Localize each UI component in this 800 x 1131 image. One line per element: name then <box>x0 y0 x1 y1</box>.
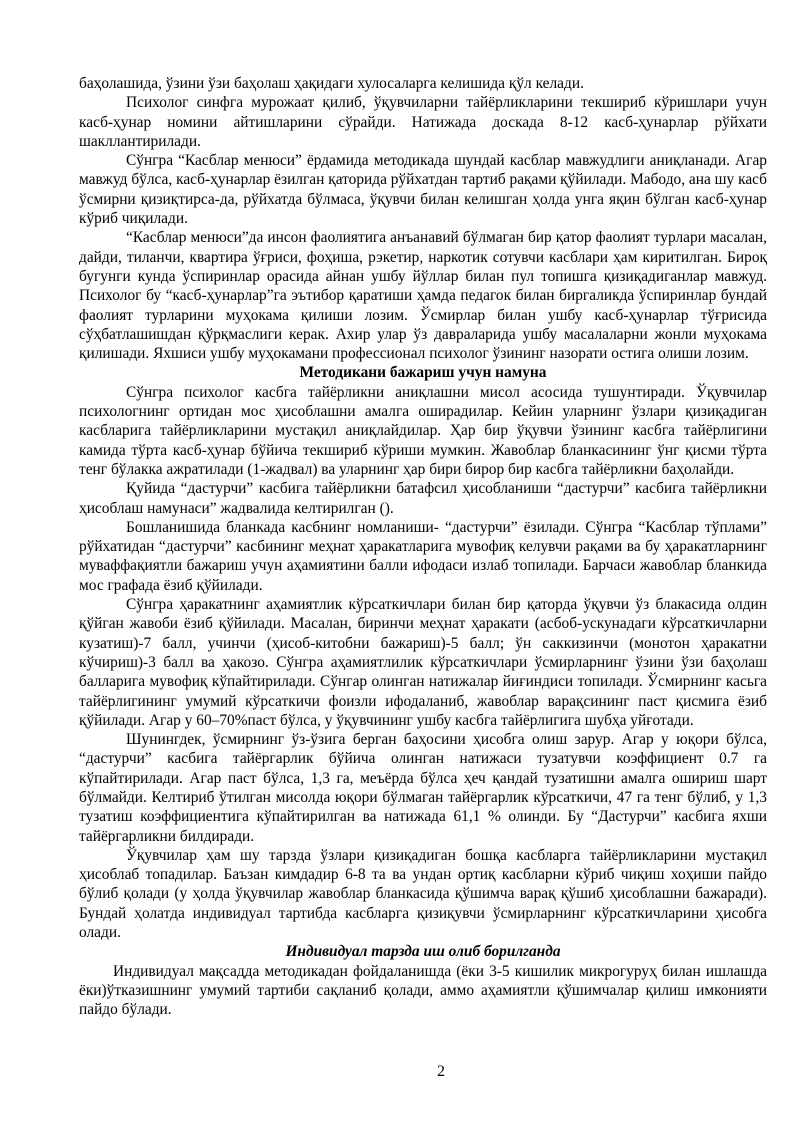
paragraph: Сўнгра “Касблар менюси” ёрдамида методикада шундай касблар мавжудлиги аниқланади. Агар мавжуд бўлса, касб-ҳунарлар ёзилган қаторида рўйхатдан тартиб рақами қўйилади. Мабодо, ана шу касб ўсмирни қизиқтирса-да, рўйхатда бўлмаса, ўқувчи билан келишган ҳолда унга яқин бўлган касб-ҳунар кўриб чиқилади. <box>79 152 767 228</box>
paragraph: Индивидуал мақсадда методикадан фойдаланишда (ёки 3-5 кишилик микрогуруҳ билан ишлашда ёки)ўтказишнинг умумий тартиби сақланиб қолади, аммо аҳамиятли қўшимчалар қилиш имконияти пайдо бўлади. <box>79 962 767 1019</box>
paragraph: Сўнгра ҳаракатнинг аҳамиятлик кўрсаткичлари билан бир қаторда ўқувчи ўз блакасида олдин қўйган жавоби ёзиб қўйилади. Масалан, биринчи меҳнат ҳаракати (асбоб-ускунадаги кўрсаткичларни кузатиш)-7 балл, учинчи (ҳисоб-китобни бажариш)-5 балл; ўн саккизинчи (монотон ҳаракатни кўчириш)-3 балл ва ҳакозо. Сўнгра аҳамиятлилик кўрсаткичлари ўсмирларнинг ўзини ўзи баҳолаш балларига мувофиқ кўпайтирилади. Сўнгар олинган натижалар йиғиндиси топилади. Ўсмирнинг касьга тайёрлигининг умумий кўрсаткичи фоизли ифодаланиб, жавоблар варақсининг паст қисмига ёзиб қўйилади. Агар у 60–70%паст бўлса, у ўқувчининг ушбу касбга тайёрлигига шубҳа уйғотади. <box>79 596 767 729</box>
page-number: 2 <box>437 1063 445 1080</box>
section-heading: Методикани бажариш учун намуна <box>299 364 547 382</box>
paragraph: Бошланишида бланкада касбнинг номланиши- “дастурчи” ёзилади. Сўнгра “Касблар тўплами” рўйхатидан “дастурчи” касбининг меҳнат ҳаракатларига мувофиқ келувчи рақами ва бу ҳаракатларнинг муваффақиятли бажариш учун аҳамиятини балли ифодаси излаб топилади. Барчаси жавоблар бланкида мос графада ёзиб қўйилади. <box>79 518 767 594</box>
paragraph: баҳолашида, ўзини ўзи баҳолаш ҳақидаги хулосаларга келишида қўл келади. <box>79 75 584 92</box>
paragraph: Сўнгра психолог касбга тайёрликни аниқлашни мисол асосида тушунтиради. Ўқувчилар психологнинг ортидан мос ҳисоблашни амалга оширадилар. Кейин уларнинг ўзлари қизиқадиган касбларига тайёрликларини мустақил аниқлайдилар. Ҳар бир ўқувчи ўзининг касбга тайёрлигини камида тўрта касб-ҳунар бўйича текшириб кўриши мумкин. Жавоблар бланкасининг ўнг қисми тўрта тенг бўлакка ажратилади (1-жадвал) ва уларнинг ҳар бири бирор бир касбга тайёрликни баҳолайди. <box>79 383 767 478</box>
paragraph: Психолог синфга мурожаат қилиб, ўқувчиларни тайёрликларини текшириб кўришлари учун касб-ҳунар номини айтишларини сўрайди. Натижада доскада 8-12 касб-ҳунарлар рўйхати шакллантирилади. <box>79 94 767 150</box>
paragraph: Қуйида “дастурчи” касбига тайёрликни батафсил ҳисобланиши “дастурчи” касбига тайёрликни ҳисоблаш намунаси” жадвалида келтирилган (). <box>79 480 767 517</box>
document-page <box>79 74 767 1020</box>
paragraph: Ўқувчилар ҳам шу тарзда ўзлари қизиқадиган бошқа касбларга тайёрликларини мустақил ҳисоблаб топадилар. Баъзан кимдадир 6-8 та ва ундан ортиқ касбларни кўриб чиқиш хоҳиши пайдо бўлиб қолади (у ҳолда ўқувчилар жавоблар бланкасида қўшимча варақ қўшиб ҳисоблашни бажаради). Бундай ҳолатда индивидуал тартибда касбларга қизиқувчи ўсмирларнинг кўрсаткичларини ҳисобга олади. <box>79 846 767 942</box>
paragraph: Шунингдек, ўсмирнинг ўз-ўзига берган баҳосини ҳисобга олиш зарур. Агар у юқори бўлса, “дастурчи” касбига тайёргарлик бўйича олинган натижаси тузатувчи коэффициент 0.7 га кўпайтирилади. Агар паст бўлса, 1,3 га, меъёрда бўлса ҳеч қандай тузатишни амалга ошириш шарт бўлмайди. Келтириб ўтилган мисолда юқори бўлмаган тайёргарлик кўрсаткичи, 47 га тенг бўлиб, у 1,3 тузатиш коэффициентига кўпайтирилган ва натижада 61,1 % олинди. Бу “Дастурчи” касбига яхши тайёргарликни билдиради. <box>79 731 767 845</box>
paragraph: “Касблар менюси”да инсон фаолиятига анъанавий бўлмаган бир қатор фаолият турлари масалан, дайди, тиланчи, квартира ўғриси, фоҳиша, рэкетир, наркотик сотувчи касблари ҳам киритилган. Бироқ бугунги кунда ўспиринлар орасида айнан ушбу йўллар билан пул топишга қизиқадиганлар мавжуд. Психолог бу “касб-ҳунарлар”га эътибор қаратиши ҳамда педагок билан биргаликда ўспиринлар бундай фаолият турларини муҳокама қилиши лозим. Ўсмирлар билан ушбу касб-ҳунарлар тўғрисида сўҳбатлашишдан қўрқмаслиги керак. Ахир улар ўз давраларида ушбу масалаларни жонли муҳокама қилишади. Яхшиси ушбу муҳокамани профессионал психолог ўзининг назорати остига олиши лозим. <box>79 229 767 363</box>
section-heading: Индивидуал тарзда иш олиб борилганда <box>285 943 561 961</box>
